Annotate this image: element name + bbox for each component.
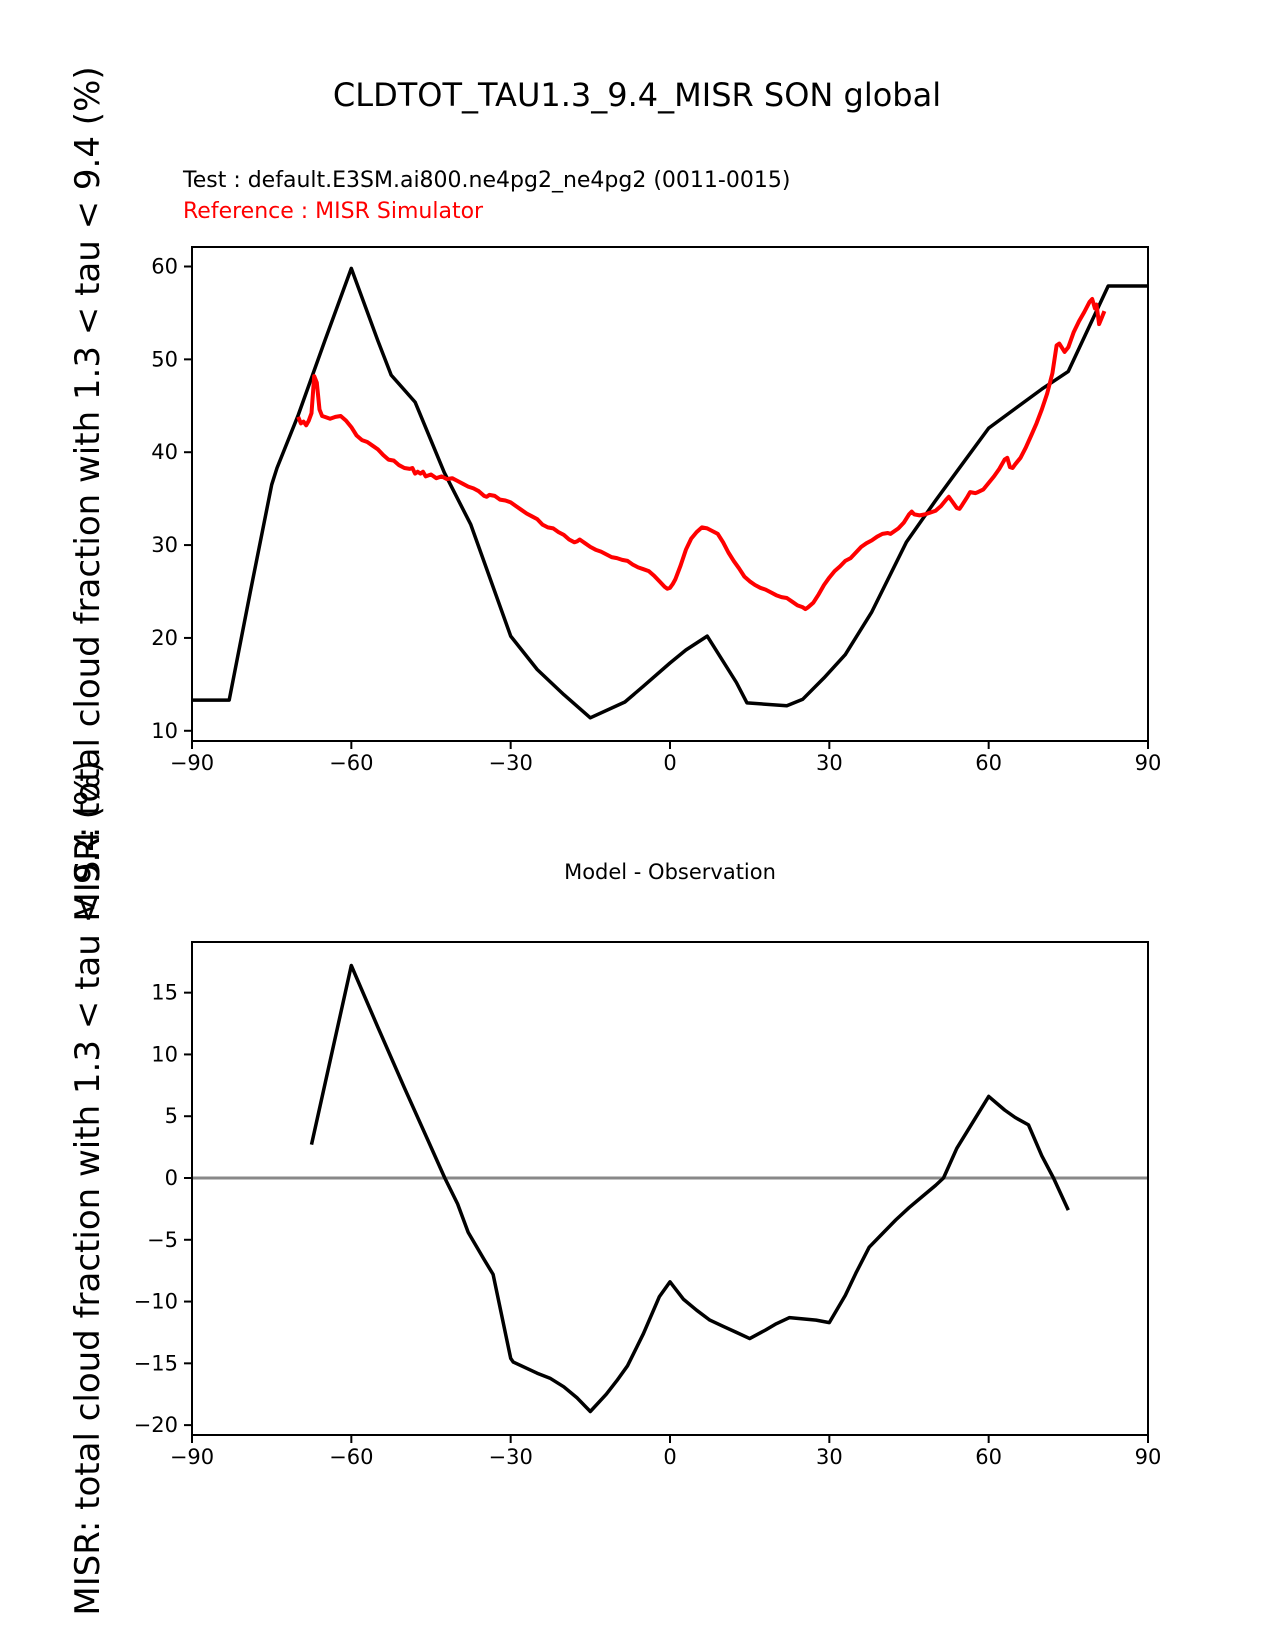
top-plot-ylabel: MISR: total cloud fraction with 1.3 < tau < 9.4 (%) [68, 66, 108, 922]
x-tick-label: 90 [1134, 1445, 1162, 1469]
reference-annotation: Reference : MISR Simulator [183, 199, 484, 224]
axes-spines [192, 247, 1148, 741]
x-tick-label: −60 [329, 751, 374, 775]
y-tick-label: −20 [133, 1413, 178, 1438]
figure-title: CLDTOT_TAU1.3_9.4_MISR SON global [332, 76, 942, 114]
y-tick-label: 50 [151, 347, 178, 372]
x-tick-label: −90 [169, 751, 215, 775]
series-test-model [192, 268, 1148, 717]
test-annotation: Test : default.E3SM.ai800.ne4pg2_ne4pg2 (0011-0015) [183, 168, 791, 193]
x-tick-label: 60 [975, 1445, 1003, 1469]
x-tick-label: 30 [815, 751, 843, 775]
y-tick-label: −15 [133, 1351, 178, 1376]
y-tick-label: 40 [151, 440, 178, 465]
series-reference-misr [298, 299, 1104, 609]
y-tick-label: −10 [133, 1289, 178, 1314]
y-tick-label: 10 [151, 718, 178, 743]
y-tick-label: 15 [151, 980, 178, 1005]
y-tick-label: 30 [151, 533, 178, 558]
series-model-minus-observation [312, 966, 1069, 1412]
x-tick-label: −90 [169, 1445, 215, 1469]
axes-spines [192, 942, 1148, 1435]
y-tick-label: 10 [151, 1042, 178, 1067]
x-tick-label: 60 [975, 751, 1003, 775]
y-tick-label: 20 [151, 625, 178, 650]
y-tick-label: 60 [151, 254, 178, 279]
bottom-plot-title: Model - Observation [564, 860, 776, 884]
x-tick-label: −60 [329, 1445, 374, 1469]
y-tick-label: −5 [147, 1227, 178, 1252]
x-tick-label: −30 [488, 751, 533, 775]
y-tick-label: 0 [164, 1165, 178, 1190]
x-tick-label: 0 [663, 1445, 677, 1469]
x-tick-label: 0 [663, 751, 677, 775]
x-tick-label: 30 [815, 1445, 843, 1469]
bottom-plot-ylabel: MISR: total cloud fraction with 1.3 < tau < 9.4 (%) [68, 760, 108, 1616]
y-tick-label: 5 [164, 1104, 178, 1129]
x-tick-label: −30 [488, 1445, 533, 1469]
x-tick-label: 90 [1134, 751, 1162, 775]
